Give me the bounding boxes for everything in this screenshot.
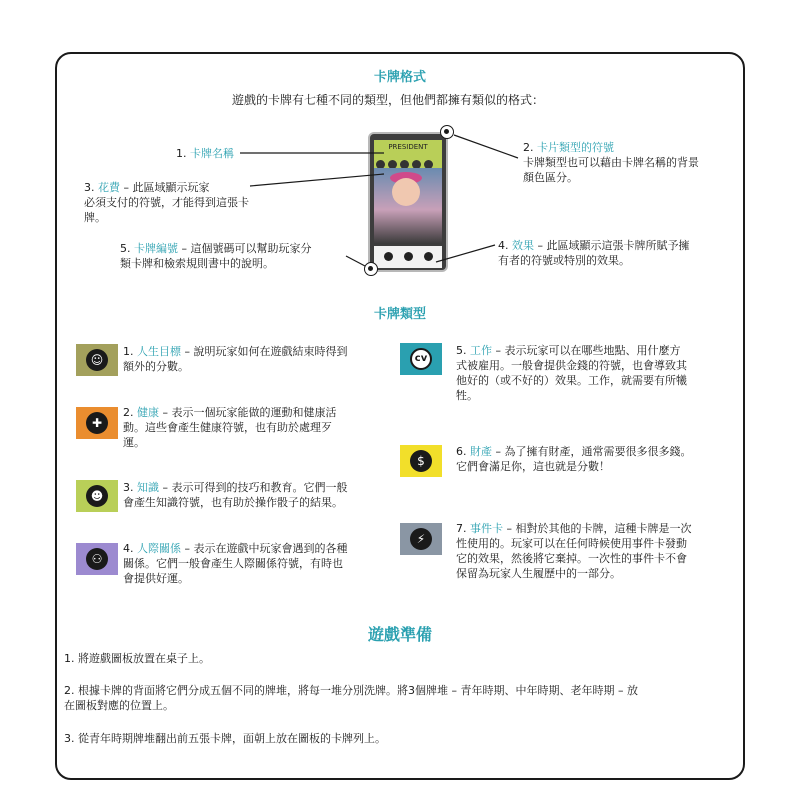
type-4-line3: 會提供好運。 bbox=[123, 572, 189, 585]
type-5-title: 工作 bbox=[470, 344, 492, 357]
callout-5-num: 5. bbox=[120, 242, 134, 255]
callout-5-line2: 類卡牌和檢索規則書中的說明。 bbox=[120, 257, 274, 270]
type-1-line2: 額外的分數。 bbox=[123, 360, 189, 373]
callout-2-line2: 卡牌類型也可以藉由卡牌名稱的背景 bbox=[523, 156, 699, 169]
card-types-heading: 卡牌類型 bbox=[373, 307, 426, 322]
callout-card-type bbox=[523, 140, 699, 185]
type-2-line1 bbox=[123, 405, 337, 420]
type-5-num: 5. bbox=[456, 344, 470, 357]
callout-4-line1 bbox=[498, 238, 690, 253]
callout-2-line1 bbox=[523, 140, 699, 155]
type-4-rest: – 表示在遊戲中玩家會遇到的各種 bbox=[181, 542, 348, 555]
type-5-description bbox=[456, 343, 687, 403]
callout-3-num: 3. bbox=[84, 181, 98, 194]
type-2-title: 健康 bbox=[137, 406, 159, 419]
card-format-intro: 遊戲的卡牌有七種不同的類型，但他們都擁有類似的格式： bbox=[232, 93, 545, 107]
money-icon: $ bbox=[410, 450, 432, 472]
callout-card-name bbox=[176, 146, 234, 161]
callout-4-num: 4. bbox=[498, 239, 512, 252]
type-7-line1 bbox=[456, 521, 692, 536]
setup-step-2 bbox=[64, 683, 744, 713]
type-6-icon-box bbox=[400, 445, 442, 477]
cv-icon: cv bbox=[410, 348, 432, 370]
type-1-title: 人生目標 bbox=[137, 345, 181, 358]
type-4-description bbox=[123, 541, 348, 586]
callout-2-num: 2. bbox=[523, 141, 537, 154]
type-6-line2: 它們會滿足你，這也就是分數！ bbox=[456, 460, 610, 473]
setup-step-1: 1. 將遊戲圖板放置在桌子上。 bbox=[64, 652, 210, 665]
type-2-icon-box bbox=[76, 407, 118, 439]
type-7-icon-box bbox=[400, 523, 442, 555]
callout-4-rest: – 此區域顯示這張卡牌所賦予擁 bbox=[534, 239, 690, 252]
type-3-rest: – 表示可得到的技巧和教育。它們一般 bbox=[159, 481, 348, 494]
type-1-line1 bbox=[123, 344, 348, 359]
callout-1-title: 卡牌名稱 bbox=[190, 147, 234, 160]
type-4-icon-box bbox=[76, 543, 118, 575]
type-5-icon-box bbox=[400, 343, 442, 375]
type-1-rest: – 說明玩家如何在遊戲結束時得到 bbox=[181, 345, 348, 358]
callout-3-line2: 必須支付的符號，才能得到這張卡 bbox=[84, 196, 249, 209]
type-7-num: 7. bbox=[456, 522, 470, 535]
setup-step-3: 3. 從青年時期牌堆翻出前五張卡牌，面朝上放在圖板的卡牌列上。 bbox=[64, 732, 386, 745]
type-3-description bbox=[123, 480, 348, 510]
type-7-line3: 它的效果，然後將它棄掉。一次性的事件卡不會 bbox=[456, 552, 687, 565]
callout-5-rest: – 這個號碼可以幫助玩家分 bbox=[178, 242, 312, 255]
sample-card-effects bbox=[374, 246, 442, 268]
type-4-num: 4. bbox=[123, 542, 137, 555]
sample-card-face bbox=[392, 178, 420, 206]
type-5-line4: 牲。 bbox=[456, 389, 478, 402]
type-6-title: 財產 bbox=[470, 445, 492, 458]
card-type-marker bbox=[440, 125, 454, 139]
setup-step-2-line2: 在圖板對應的位置上。 bbox=[64, 699, 174, 712]
knowledge-icon: ☻ bbox=[86, 485, 108, 507]
callout-effect bbox=[498, 238, 690, 268]
type-2-line2: 動。這些會產生健康符號，也有助於處理歹 bbox=[123, 421, 332, 434]
callout-5-line1 bbox=[120, 241, 312, 256]
callout-2-title: 卡片類型的符號 bbox=[537, 141, 614, 154]
type-6-num: 6. bbox=[456, 445, 470, 458]
card-number-marker bbox=[364, 262, 378, 276]
type-7-title: 事件卡 bbox=[470, 522, 503, 535]
type-2-line3: 運。 bbox=[123, 436, 145, 449]
sample-card-costs bbox=[374, 154, 442, 168]
callout-5-title: 卡牌編號 bbox=[134, 242, 178, 255]
callout-3-rest: – 此區域顯示玩家 bbox=[120, 181, 210, 194]
type-5-line2: 式被雇用。一般會提供金錢的符號，也會導致其 bbox=[456, 359, 687, 372]
type-3-num: 3. bbox=[123, 481, 137, 494]
type-3-line1 bbox=[123, 480, 348, 495]
callout-3-line3: 牌。 bbox=[84, 211, 106, 224]
type-1-description bbox=[123, 344, 348, 374]
type-7-line4: 保留為玩家人生履歷中的一部分。 bbox=[456, 567, 621, 580]
type-5-line1 bbox=[456, 343, 687, 358]
callout-1-num: 1. bbox=[176, 147, 190, 160]
card-format-heading: 卡牌格式 bbox=[373, 70, 426, 85]
type-5-rest: – 表示玩家可以在哪些地點、用什麼方 bbox=[492, 344, 681, 357]
type-6-description bbox=[456, 444, 692, 474]
type-1-icon-box bbox=[76, 344, 118, 376]
sample-card bbox=[368, 132, 448, 272]
callout-card-number bbox=[120, 241, 312, 271]
type-6-line1 bbox=[456, 444, 692, 459]
type-7-line2: 性使用的。玩家可以在任何時候使用事件卡發動 bbox=[456, 537, 687, 550]
callout-cost bbox=[84, 180, 249, 225]
type-5-line3: 他好的（或不好的）效果。工作，就需要有所犧 bbox=[456, 374, 687, 387]
type-2-num: 2. bbox=[123, 406, 137, 419]
type-4-line2: 關係。它們一般會產生人際關係符號，有時也 bbox=[123, 557, 343, 570]
type-2-description bbox=[123, 405, 337, 450]
relationship-icon: ⚇ bbox=[86, 548, 108, 570]
health-plus-icon: ✚ bbox=[86, 412, 108, 434]
target-icon: ☺ bbox=[86, 349, 108, 371]
callout-4-title: 效果 bbox=[512, 239, 534, 252]
type-3-icon-box bbox=[76, 480, 118, 512]
callout-3-title: 花費 bbox=[98, 181, 120, 194]
type-6-rest: – 為了擁有財產，通常需要很多很多錢。 bbox=[492, 445, 692, 458]
setup-heading: 遊戲準備 bbox=[367, 625, 432, 644]
type-1-num: 1. bbox=[123, 345, 137, 358]
type-4-line1 bbox=[123, 541, 348, 556]
callout-3-line1 bbox=[84, 180, 249, 195]
type-7-description bbox=[456, 521, 692, 581]
type-3-title: 知識 bbox=[137, 481, 159, 494]
type-7-rest: – 相對於其他的卡牌，這種卡牌是一次 bbox=[503, 522, 692, 535]
type-2-rest: – 表示一個玩家能做的運動和健康活 bbox=[159, 406, 337, 419]
setup-step-2-line1: 2. 根據卡牌的背面將它們分成五個不同的牌堆，將每一堆分別洗牌。將3個牌堆 – 青年時期、中年時期、老年時期 – 放 bbox=[64, 684, 638, 697]
type-4-title: 人際關係 bbox=[137, 542, 181, 555]
lightning-icon: ⚡ bbox=[410, 528, 432, 550]
sample-card-name: PRESIDENT bbox=[374, 140, 442, 154]
callout-4-line2: 有者的符號或特別的效果。 bbox=[498, 254, 630, 267]
callout-2-line3: 顏色區分。 bbox=[523, 171, 578, 184]
type-3-line2: 會產生知識符號，也有助於操作骰子的結果。 bbox=[123, 496, 343, 509]
